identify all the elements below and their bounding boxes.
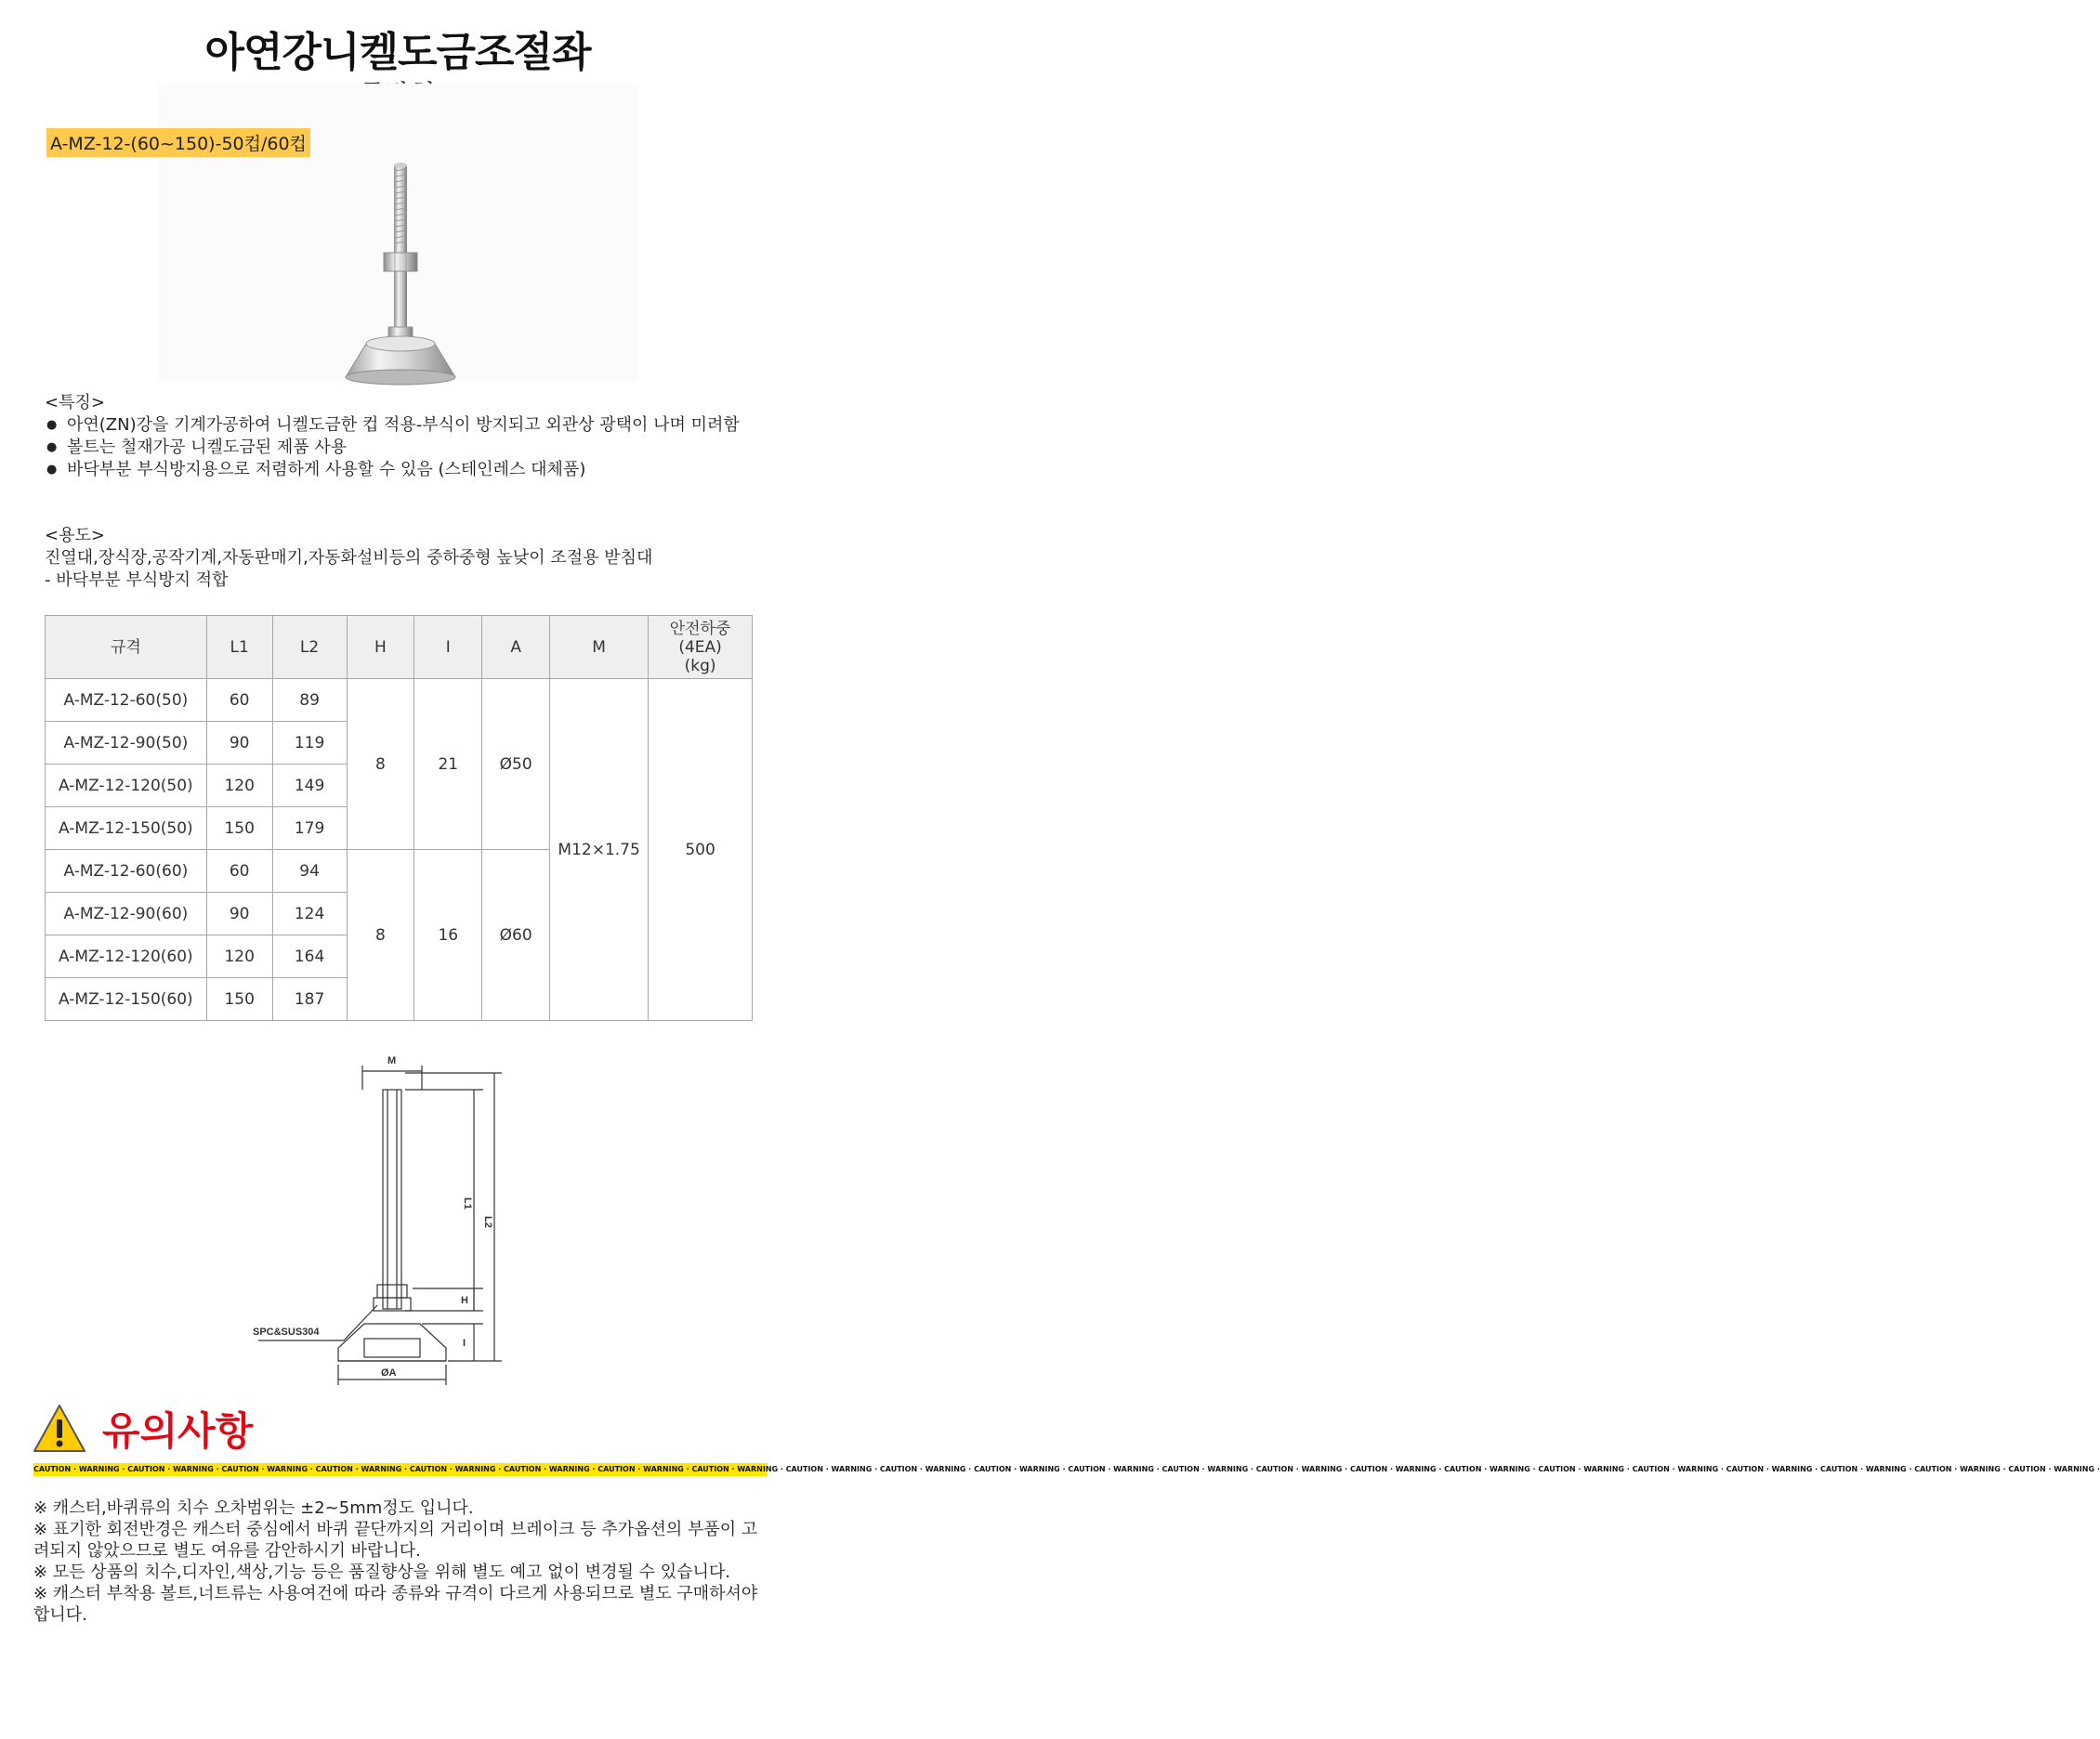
note-item: ※ 캐스터,바퀴류의 치수 오차범위는 ±2~5mm정도 입니다. (33, 1498, 474, 1518)
note-item: ※ 모든 상품의 치수,디자인,색상,기능 등은 품질향상을 위해 별도 예고 없이 변경될 수 있습니다. (33, 1562, 730, 1582)
cell-l2: 164 (272, 935, 347, 978)
usage-line: - 바닥부분 부식방지 적합 (45, 570, 229, 590)
cell-l2: 149 (272, 765, 347, 807)
caution-notes (33, 1497, 768, 1626)
cell-h-60: 8 (347, 850, 414, 1021)
caution-title: 유의사항 (102, 1408, 254, 1454)
usage-section (45, 525, 652, 592)
cell-spec: A-MZ-12-150(50) (46, 807, 207, 850)
spec-table (45, 615, 753, 1021)
feature-item: ● 볼트는 철재가공 니켈도금된 제품 사용 (45, 437, 740, 459)
cell-l2: 89 (272, 679, 347, 722)
cell-l1: 60 (206, 679, 272, 722)
cell-spec: A-MZ-12-150(60) (46, 978, 207, 1021)
cell-a-60: Ø60 (482, 850, 550, 1021)
cell-spec: A-MZ-12-90(60) (46, 893, 207, 935)
feature-item: ● 아연(ZN)강을 기계가공하여 니켈도금한 컵 적용-부식이 방지되고 외관상 광택이 나며 미려함 (45, 414, 740, 437)
feature-item: ● 바닥부분 부식방지용으로 저렴하게 사용할 수 있음 (스테인레스 대체품) (45, 459, 740, 481)
cell-spec: A-MZ-12-60(50) (46, 679, 207, 722)
cell-l1: 150 (206, 807, 272, 850)
header-safe-load: 안전하중 (4EA) (kg) (649, 616, 753, 679)
header-l1: L1 (206, 616, 272, 679)
cell-l2: 179 (272, 807, 347, 850)
note-item: ※ 캐스터 부착용 볼트,너트류는 사용여건에 따라 종류와 규격이 다르게 사용되므로 별도 구매하셔야 합니다. (33, 1584, 758, 1625)
cell-spec: A-MZ-12-90(50) (46, 722, 207, 765)
table-row (46, 679, 753, 722)
cell-spec: A-MZ-12-120(50) (46, 765, 207, 807)
cell-l2: 94 (272, 850, 347, 893)
model-code-badge: A-MZ-12-(60~150)-50컵/60컵 (46, 128, 310, 157)
cell-a-50: Ø50 (482, 679, 550, 850)
cell-l1: 150 (206, 978, 272, 1021)
dim-label-a: ØA (381, 1367, 397, 1379)
cell-i-60: 16 (414, 850, 482, 1021)
usage-line: 진열대,장식장,공작기계,자동판매기,자동화설비등의 중하중형 높낮이 조절용 받침대 (45, 548, 653, 568)
header-spec: 규격 (46, 616, 207, 679)
dim-label-h: H (461, 1295, 468, 1306)
cell-m: M12×1.75 (550, 679, 649, 1021)
note-item: ※ 표기한 회전반경은 캐스터 중심에서 바퀴 끝단까지의 거리이며 브레이크 등 추가옵션의 부품이 고려되지 않았으므로 별도 여유를 감안하시기 바랍니다. (33, 1520, 758, 1561)
header-l2: L2 (272, 616, 347, 679)
dimension-diagram (242, 1045, 558, 1389)
features-section (45, 392, 740, 481)
header-m: M (550, 616, 649, 679)
features-list (45, 414, 740, 481)
cell-spec: A-MZ-12-120(60) (46, 935, 207, 978)
features-heading: <특징> (45, 393, 105, 412)
cell-safe-load: 500 (649, 679, 753, 1021)
usage-heading: <용도> (45, 526, 105, 545)
cell-l1: 60 (206, 850, 272, 893)
header-a: A (482, 616, 550, 679)
dim-label-l1: L1 (462, 1197, 473, 1209)
caution-tape (33, 1463, 2100, 1476)
cell-l2: 119 (272, 722, 347, 765)
table-header-row (46, 616, 753, 679)
dim-label-material: SPC&SUS304 (253, 1327, 320, 1338)
cell-l1: 90 (206, 722, 272, 765)
dim-label-m: M (387, 1055, 397, 1066)
cell-h-50: 8 (347, 679, 414, 850)
cell-spec: A-MZ-12-60(60) (46, 850, 207, 893)
header-i: I (414, 616, 482, 679)
cell-l1: 120 (206, 765, 272, 807)
warning-triangle-icon (32, 1403, 87, 1455)
dim-label-i: I (463, 1338, 466, 1349)
dim-label-l2: L2 (482, 1216, 493, 1228)
page-title: 아연강니켈도금조절좌 (204, 29, 591, 76)
cell-l2: 187 (272, 978, 347, 1021)
caution-tape-text: CAUTION · WARNING · CAUTION · WARNING · CAUTION · WARNING · CAUTION · WARNING · CAUTION · WARNING · CAUTION · WARNING · CAUTION · WARNING · CAUTION · WARNING · CAUTION · WARNING · CAUTION · WARNING · CAUTION · WARNING · CAUTION · WARNING · CAUTION · WARNING · CAUTION · WARNING · CAUTION · WARNING · CAUTION · WARNING · CAUTION · WARNING · CAUTION · WARNING · CAUTION · WARNING · CAUTION · WARNING · CAUTION · WARNING · CAUTION · WARNING · (33, 1465, 2100, 1473)
cell-l2: 124 (272, 893, 347, 935)
cell-i-50: 21 (414, 679, 482, 850)
cell-l1: 90 (206, 893, 272, 935)
header-h: H (347, 616, 414, 679)
cell-l1: 120 (206, 935, 272, 978)
